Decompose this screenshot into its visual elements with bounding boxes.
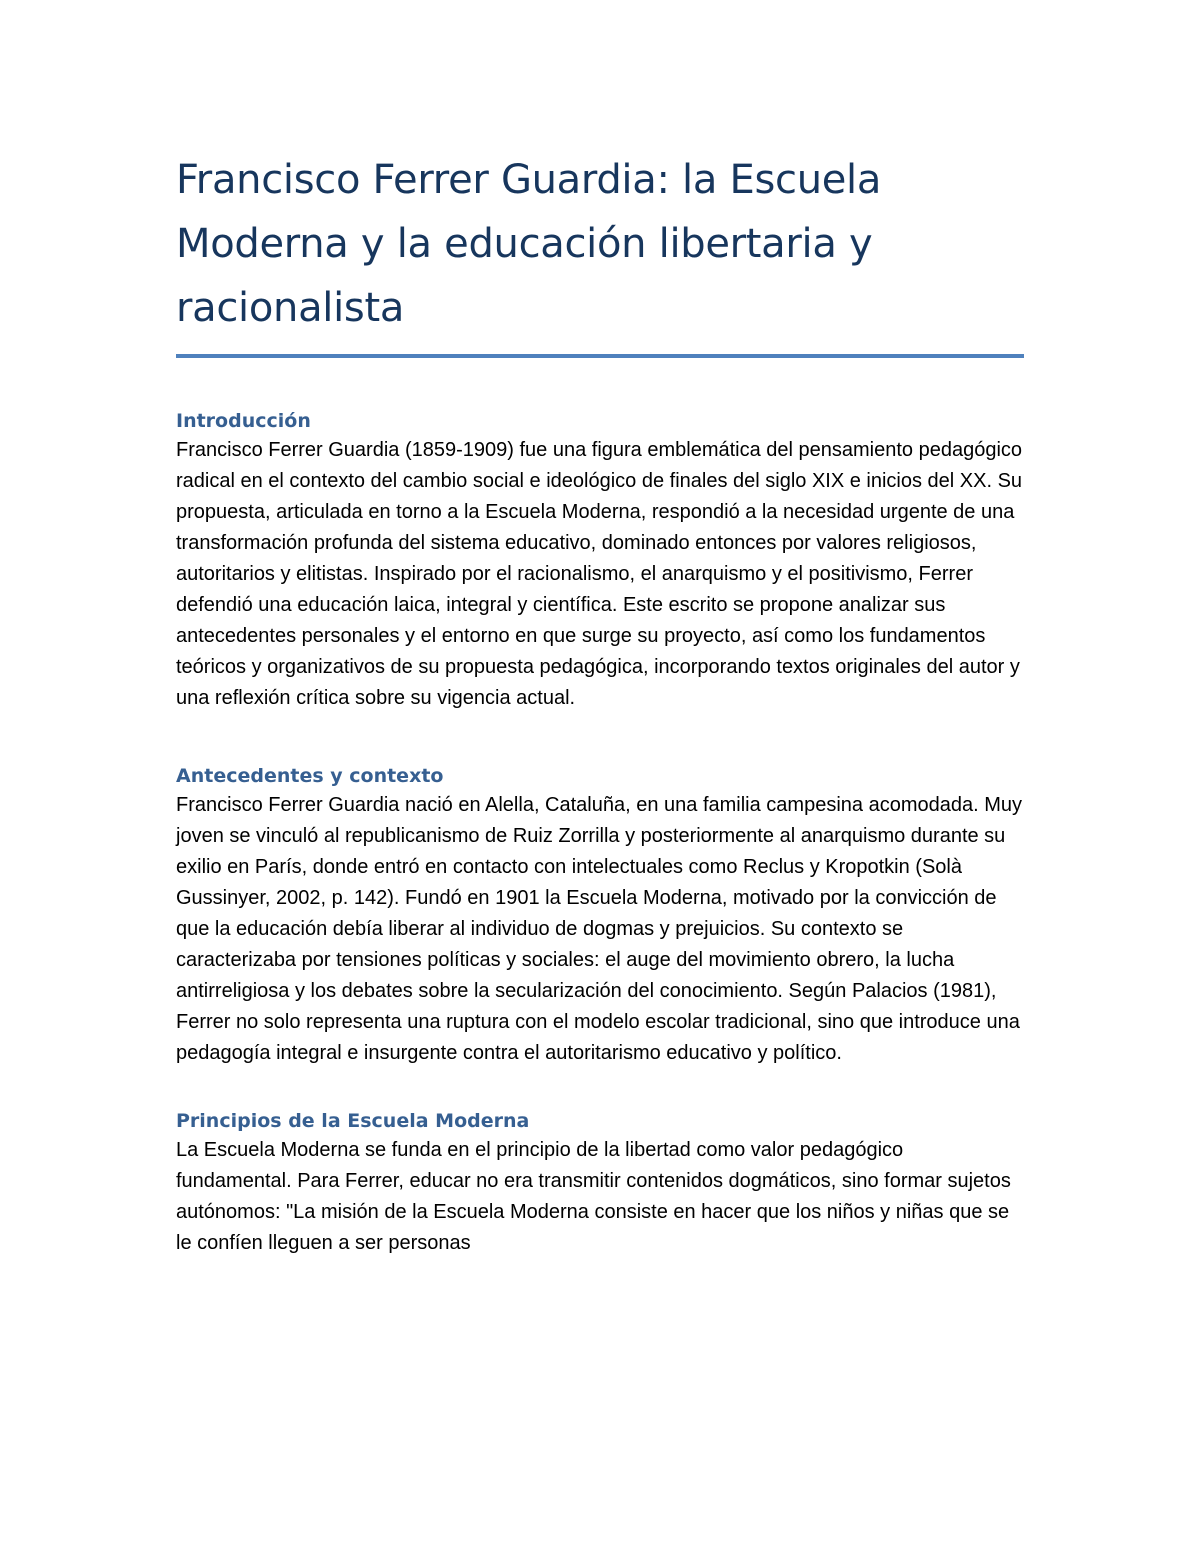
section-heading: Introducción [176, 410, 311, 432]
section-paragraph: Francisco Ferrer Guardia nació en Alella, Cataluña, en una familia campesina acomodada. Muy joven se vinculó al republicanismo de Ruiz Zorrilla y posteriormente al anarquismo durante su exilio en París, donde entró en contacto con intelectuales como Reclus y Kropotkin (Solà Gussinyer, 2002, p. 142). Fundó en 1901 la Escuela Moderna, motivado por la convicción de que la educación debía liberar al individuo de dogmas y prejuicios. Su contexto se caracterizaba por tensiones políticas y sociales: el auge del movimiento obrero, la lucha antirreligiosa y los debates sobre la secularización del conocimiento. Según Palacios (1981), Ferrer no solo representa una ruptura con el modelo escolar tradicional, sino que introduce una pedagogía integral e insurgente contra el autoritarismo educativo y político. [176, 794, 1022, 1064]
section-principios [176, 1107, 1024, 1259]
section-paragraph: La Escuela Moderna se funda en el principio de la libertad como valor pedagógico fundamental. Para Ferrer, educar no era transmitir contenidos dogmáticos, sino formar sujetos autónomos: "La misión de la Escuela Moderna consiste en hacer que los niños y niñas que se le confíen lleguen a ser personas [176, 1139, 1011, 1254]
document-page [176, 148, 1024, 1259]
section-paragraph: Francisco Ferrer Guardia (1859-1909) fue una figura emblemática del pensamiento pedagógico radical en el contexto del cambio social e ideológico de finales del siglo XIX e inicios del XX. Su propuesta, articulada en torno a la Escuela Moderna, respondió a la necesidad urgente de una transformación profunda del sistema educativo, dominado entonces por valores religiosos, autoritarios y elitistas. Inspirado por el racionalismo, el anarquismo y el positivismo, Ferrer defendió una educación laica, integral y científica. Este escrito se propone analizar sus antecedentes personales y el entorno en que surge su proyecto, así como los fundamentos teóricos y organizativos de su propuesta pedagógica, incorporando textos originales del autor y una reflexión crítica sobre su vigencia actual. [176, 439, 1023, 709]
section-heading: Antecedentes y contexto [176, 765, 444, 787]
document-title: Francisco Ferrer Guardia: la Escuela Moderna y la educación libertaria y racionalista [176, 157, 882, 331]
title-underline-rule [176, 354, 1024, 358]
section-introduccion [176, 407, 1024, 714]
section-heading: Principios de la Escuela Moderna [176, 1110, 530, 1132]
section-antecedentes [176, 762, 1024, 1069]
